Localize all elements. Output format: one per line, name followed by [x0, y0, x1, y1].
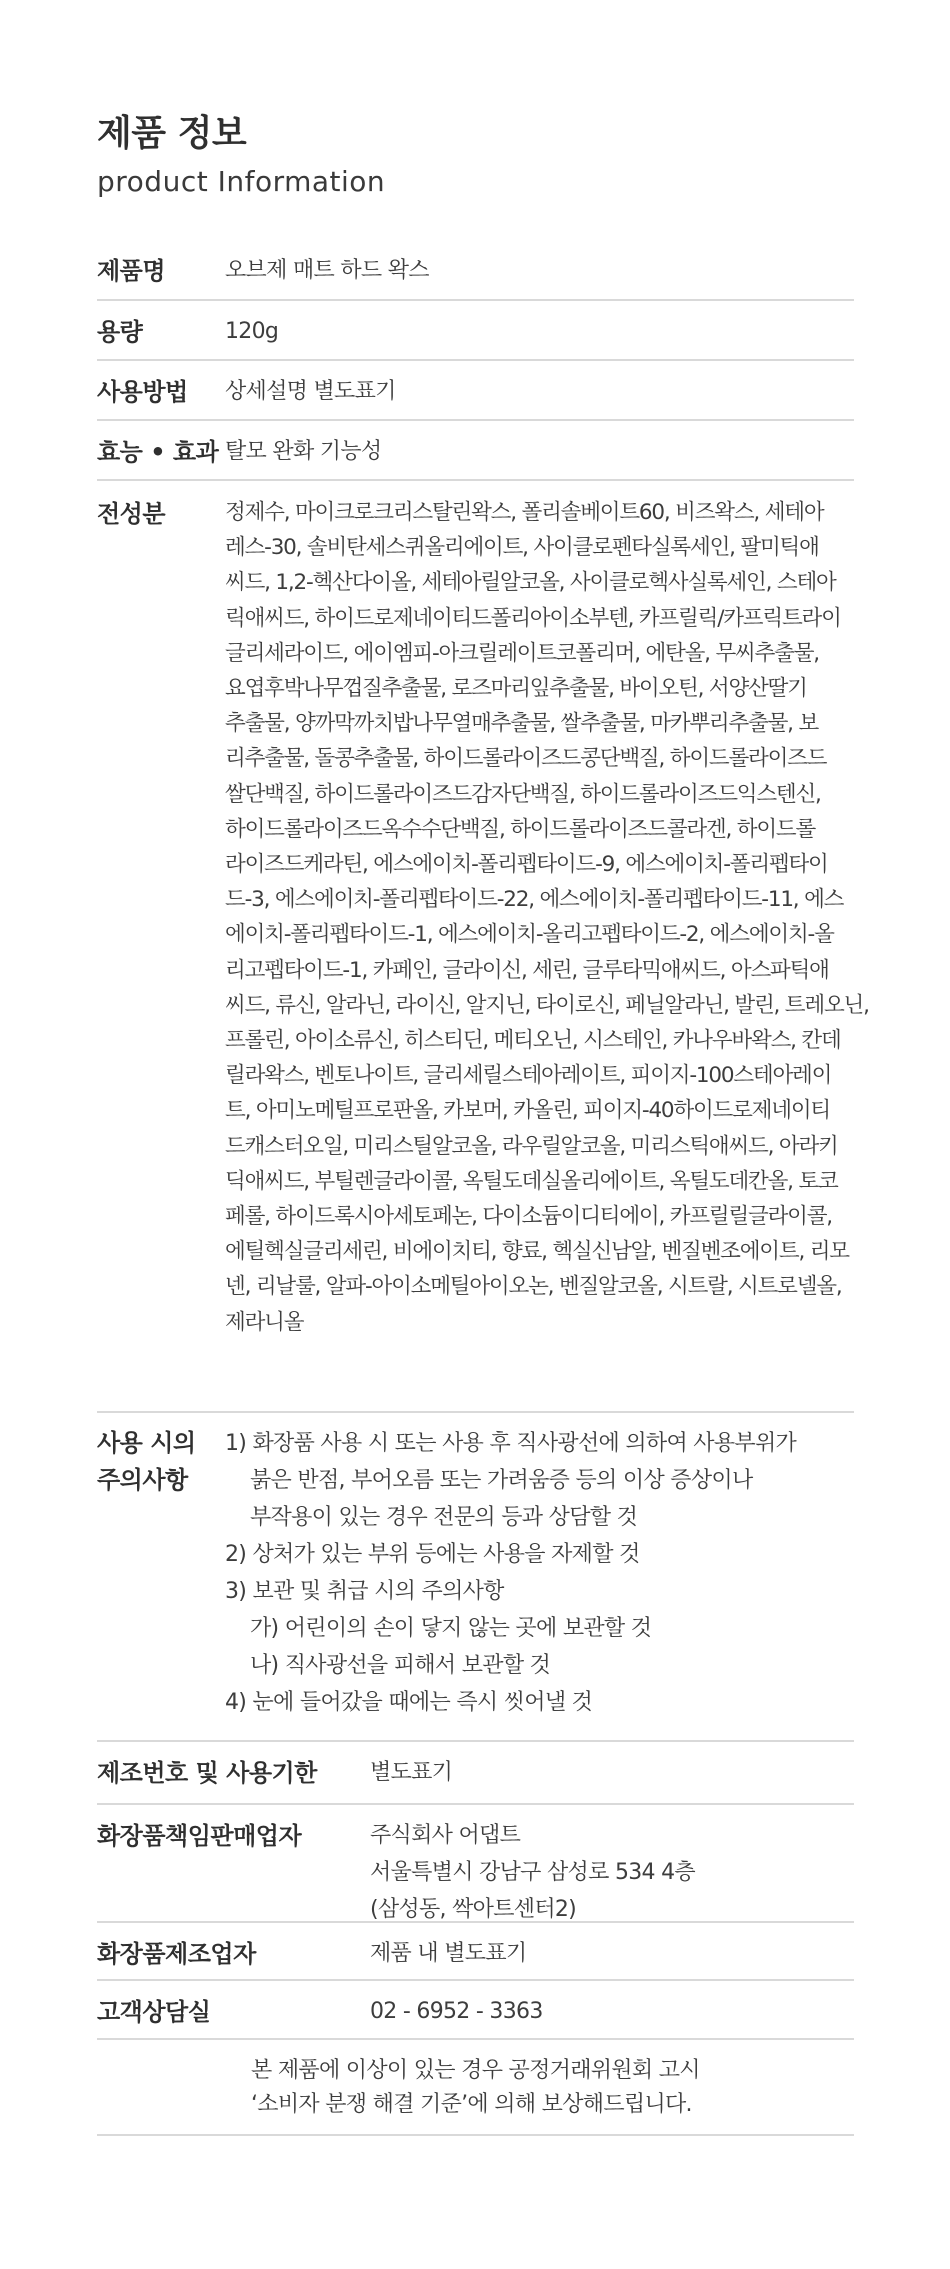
row-label: 제조번호 및 사용기한: [97, 1759, 317, 1787]
ingredient-line: 페롤, 하이드록시아세토페논, 다이소듐이디티에이, 카프릴릴글라이콜,: [225, 1204, 832, 1230]
ingredient-line: 정제수, 마이크로크리스탈린왁스, 폴리솔베이트60, 비즈왁스, 세테아: [225, 500, 824, 525]
caution-item: 붉은 반점, 부어오름 또는 가려움증 등의 이상 증상이나: [250, 1468, 753, 1493]
row-label: 용량: [97, 318, 143, 346]
ingredient-line: 씨드, 류신, 알라닌, 라이신, 알지닌, 타이로신, 페닐알라닌, 발린, 트레오닌,: [225, 992, 869, 1018]
row-effect: [97, 421, 854, 481]
caution-item: 나) 직사광선을 피해서 보관할 것: [250, 1653, 551, 1678]
ingredient-line: 추출물, 양까막까치밥나무열매추출물, 쌀추출물, 마카뿌리추출물, 보: [225, 711, 819, 737]
row-label: 효능 • 효과: [97, 438, 219, 466]
seller-line: 주식회사 어댑트: [370, 1823, 521, 1848]
ingredient-line: 라이즈드케라틴, 에스에이치-폴리펩타이드-9, 에스에이치-폴리펩타이: [225, 852, 828, 878]
ingredient-line: 딕애씨드, 부틸렌글라이콜, 옥틸도데실올리에이트, 옥틸도데칸올, 토코: [225, 1168, 838, 1194]
row-value: 120g: [225, 319, 279, 344]
page-title: 제품 정보: [97, 113, 247, 154]
row-notice: [97, 2040, 854, 2136]
notice-line: 본 제품에 이상이 있는 경우 공정거래위원회 고시: [251, 2058, 700, 2083]
row-label: 고객상담실: [97, 1998, 211, 2026]
row-value: 별도표기: [370, 1760, 453, 1785]
row-mfg-number: [97, 1742, 854, 1805]
caution-item: 2) 상처가 있는 부위 등에는 사용을 자제할 것: [225, 1542, 640, 1567]
ingredient-line: 하이드롤라이즈드옥수수단백질, 하이드롤라이즈드콜라겐, 하이드롤: [225, 816, 816, 842]
row-label: 제품명: [97, 257, 166, 285]
row-label: 화장품책임판매업자: [97, 1822, 302, 1850]
seller-line: 서울특별시 강남구 삼성로 534 4층: [370, 1860, 695, 1885]
phone-number: 02 - 6952 - 3363: [370, 1999, 543, 2024]
ingredient-line: 에이치-폴리펩타이드-1, 에스에이치-올리고펩타이드-2, 에스에이치-올: [225, 922, 834, 948]
row-label: [97, 1425, 225, 1740]
row-label: 사용방법: [97, 378, 188, 406]
ingredient-line: 트, 아미노메틸프로판올, 카보머, 카올린, 피이지-40하이드로제네이티: [225, 1098, 830, 1124]
row-ingredients: [97, 481, 869, 1413]
ingredient-line: 제라니올: [225, 1309, 304, 1335]
row-label: 화장품제조업자: [97, 1940, 256, 1968]
page-subtitle: product Information: [97, 165, 386, 199]
ingredient-line: 요엽후박나무껍질추출물, 로즈마리잎추출물, 바이오틴, 서양산딸기: [225, 676, 807, 702]
ingredient-line: 드캐스터오일, 미리스틸알코올, 라우릴알코올, 미리스틱애씨드, 아라키: [225, 1133, 838, 1159]
caution-item: 가) 어린이의 손이 닿지 않는 곳에 보관할 것: [250, 1616, 652, 1641]
caution-label-line: 주의사항: [97, 1466, 188, 1494]
section-heading: [97, 112, 385, 199]
ingredient-line: 릴라왁스, 벤토나이트, 글리세릴스테아레이트, 피이지-100스테아레이: [225, 1063, 832, 1089]
row-customer-service: [97, 1981, 854, 2040]
row-product-name: [97, 240, 854, 301]
caution-label-line: 사용 시의: [97, 1429, 196, 1457]
ingredient-line: 드-3, 에스에이치-폴리펩타이드-22, 에스에이치-폴리펩타이드-11, 에스: [225, 887, 844, 913]
caution-list: [225, 1425, 854, 1740]
row-value: 제품 내 별도표기: [370, 1941, 527, 1966]
ingredient-line: 글리세라이드, 에이엠피-아크릴레이트코폴리머, 에탄올, 무씨추출물,: [225, 640, 819, 666]
ingredient-line: 쌀단백질, 하이드롤라이즈드감자단백질, 하이드롤라이즈드익스텐신,: [225, 781, 821, 807]
row-label: 전성분: [97, 500, 166, 528]
caution-item: 3) 보관 및 취급 시의 주의사항: [225, 1579, 504, 1604]
caution-item: 4) 눈에 들어갔을 때에는 즉시 씻어낼 것: [225, 1690, 593, 1715]
ingredient-line: 리추출물, 돌콩추출물, 하이드롤라이즈드콩단백질, 하이드롤라이즈드: [225, 746, 827, 772]
row-value: 탈모 완화 기능성: [225, 439, 382, 464]
ingredient-line: 리고펩타이드-1, 카페인, 글라이신, 세린, 글루타믹애씨드, 아스파틱애: [225, 957, 829, 983]
row-value: 오브제 매트 하드 왁스: [225, 258, 429, 283]
ingredient-line: 씨드, 1,2-헥산다이올, 세테아릴알코올, 사이클로헥사실록세인, 스테아: [225, 570, 836, 596]
notice-line: ‘소비자 분쟁 해결 기준’에 의해 보상해드립니다.: [251, 2092, 692, 2117]
row-caution: [97, 1413, 854, 1742]
compensation-notice: [97, 2054, 700, 2134]
ingredient-line: 레스-30, 솔비탄세스퀴올리에이트, 사이클로펜타실록세인, 팔미틱애: [225, 535, 819, 561]
ingredient-line: 넨, 리날룰, 알파-아이소메틸아이오논, 벤질알코올, 시트랄, 시트로넬올,: [225, 1274, 842, 1300]
row-volume: [97, 301, 854, 361]
row-usage: [97, 361, 854, 421]
row-seller: [97, 1805, 854, 1923]
seller-address: [370, 1817, 854, 1921]
product-info-table: [97, 240, 869, 2136]
seller-line: (삼성동, 싹아트센터2): [370, 1897, 577, 1922]
ingredient-line: 에틸헥실글리세린, 비에이치티, 향료, 헥실신남알, 벤질벤조에이트, 리모: [225, 1239, 849, 1265]
row-value: 상세설명 별도표기: [225, 379, 396, 404]
ingredient-line: 릭애씨드, 하이드로제네이티드폴리아이소부텐, 카프릴릭/카프릭트라이: [225, 605, 841, 631]
ingredients-list: [225, 495, 869, 1411]
ingredient-line: 프롤린, 아이소류신, 히스티딘, 메티오닌, 시스테인, 카나우바왁스, 칸데: [225, 1028, 841, 1054]
caution-item: 1) 화장품 사용 시 또는 사용 후 직사광선에 의하여 사용부위가: [225, 1431, 797, 1456]
caution-item: 부작용이 있는 경우 전문의 등과 상담할 것: [250, 1505, 638, 1530]
row-maker: [97, 1923, 854, 1981]
